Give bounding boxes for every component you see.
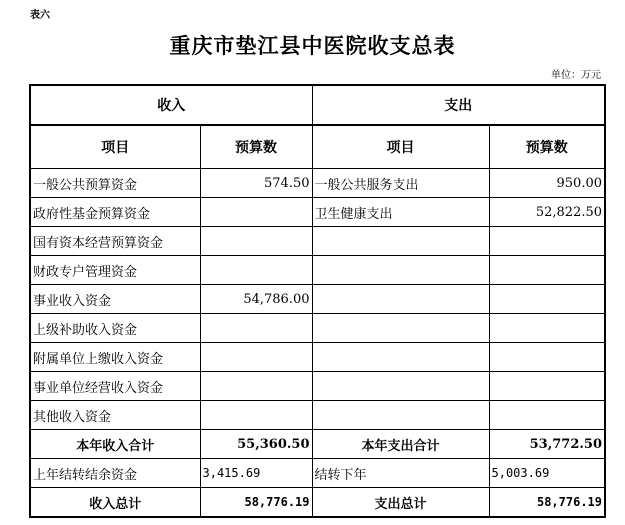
income-amount-cell — [200, 227, 312, 256]
expense-item-cell — [312, 372, 489, 401]
table-row — [30, 285, 605, 314]
expense-amount-cell — [489, 256, 605, 285]
expense-amount-cell — [489, 372, 605, 401]
table-row — [30, 227, 605, 256]
expense-item-cell — [312, 227, 489, 256]
expense-amount-cell — [489, 227, 605, 256]
expense-total-amount: 58,776.19 — [489, 488, 605, 518]
income-item-cell: 事业收入资金 — [30, 285, 200, 314]
income-total-amount: 58,776.19 — [200, 488, 312, 518]
unit-label: 单位：万元 — [551, 70, 601, 81]
expense-item-cell — [312, 256, 489, 285]
table-row — [30, 401, 605, 430]
income-carryover-label: 上年结转结余资金 — [30, 459, 200, 488]
income-item-cell: 一般公共预算资金 — [30, 169, 200, 198]
expense-total-label: 支出总计 — [312, 488, 489, 518]
carryover-row — [30, 459, 605, 488]
income-item-cell: 上级补助收入资金 — [30, 314, 200, 343]
table-row — [30, 372, 605, 401]
expense-budget-header: 预算数 — [489, 125, 605, 169]
income-item-header: 项目 — [30, 125, 200, 169]
section-header-row — [30, 85, 605, 125]
expense-amount-cell — [489, 343, 605, 372]
table-row — [30, 198, 605, 227]
income-item-cell: 国有资本经营预算资金 — [30, 227, 200, 256]
column-header-row — [30, 125, 605, 169]
income-amount-cell: 574.50 — [200, 169, 312, 198]
income-subtotal-amount: 55,360.50 — [200, 430, 312, 459]
table-number: 表六 — [30, 10, 50, 21]
income-amount-cell — [200, 198, 312, 227]
income-carryover-amount: 3,415.69 — [200, 459, 312, 488]
expense-subtotal-label: 本年支出合计 — [312, 430, 489, 459]
expense-amount-cell — [489, 285, 605, 314]
expense-item-cell — [312, 285, 489, 314]
table-row — [30, 343, 605, 372]
income-amount-cell — [200, 372, 312, 401]
expense-carryover-label: 结转下年 — [312, 459, 489, 488]
income-amount-cell: 54,786.00 — [200, 285, 312, 314]
table-row — [30, 314, 605, 343]
expense-amount-cell — [489, 314, 605, 343]
expense-item-header: 项目 — [312, 125, 489, 169]
expense-item-cell: 卫生健康支出 — [312, 198, 489, 227]
income-item-cell: 其他收入资金 — [30, 401, 200, 430]
income-amount-cell — [200, 343, 312, 372]
income-item-cell: 附属单位上缴收入资金 — [30, 343, 200, 372]
expense-item-cell — [312, 314, 489, 343]
income-subtotal-label: 本年收入合计 — [30, 430, 200, 459]
income-amount-cell — [200, 401, 312, 430]
expense-carryover-amount: 5,003.69 — [489, 459, 605, 488]
income-total-label: 收入总计 — [30, 488, 200, 518]
income-item-cell: 事业单位经营收入资金 — [30, 372, 200, 401]
expense-item-cell: 一般公共服务支出 — [312, 169, 489, 198]
income-item-cell: 财政专户管理资金 — [30, 256, 200, 285]
income-amount-cell — [200, 256, 312, 285]
income-section-header: 收入 — [30, 85, 312, 125]
expense-section-header: 支出 — [312, 85, 605, 125]
income-amount-cell — [200, 314, 312, 343]
income-expense-table — [29, 84, 606, 518]
expense-amount-cell — [489, 401, 605, 430]
total-row — [30, 488, 605, 518]
expense-item-cell — [312, 401, 489, 430]
expense-item-cell — [312, 343, 489, 372]
subtotal-row — [30, 430, 605, 459]
page-title: 重庆市垫江县中医院收支总表 — [169, 33, 456, 58]
income-budget-header: 预算数 — [200, 125, 312, 169]
expense-amount-cell: 950.00 — [489, 169, 605, 198]
expense-subtotal-amount: 53,772.50 — [489, 430, 605, 459]
income-item-cell: 政府性基金预算资金 — [30, 198, 200, 227]
expense-amount-cell: 52,822.50 — [489, 198, 605, 227]
table-row — [30, 256, 605, 285]
table-row — [30, 169, 605, 198]
